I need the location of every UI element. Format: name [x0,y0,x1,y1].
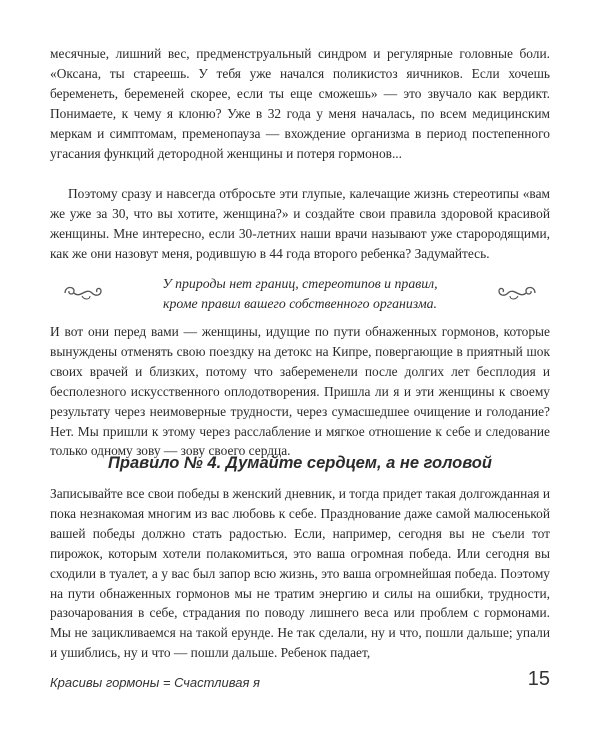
paragraph-2: Поэтому сразу и навсегда отбросьте эти глупые, калечащие жизнь стереотипы «вам же уже за 30, что вы хотите, женщина?» и создайте свои правила здоровой красивой женщины. Мне интересно, если 30-летних наши врачи называют уже старородящими, как же они назовут меня, родившую в 44 года второго ребенка? Задумайтесь. [50,186,550,261]
page-number: 15 [527,668,550,690]
paragraph-4: Записывайте все свои победы в женский дневник, и тогда придет такая долгожданная и пока незнакомая многим из вас любовь к себе. Празднование даже самой малюсенькой вашей победы должно стать радостью. Если, например, сегодня вы не съели тот пирожок, которым хотели полакомиться, это ваша огромная победа. Или сегодня вы сходили в туалет, а у вас был запор всю жизнь, это ваша огромнейшая победа. Поэтому на пути обнаженных гормонов мы не тратим энергию и силы на ошибки, трудности, разочарования в себе, страдания по поводу лишнего веса или проблем с гормонами. Мы не зацикливаемся на такой ерунде. Не так сделали, ну и что, пошли дальше; упали и ушиблись, ну и что — пошли дальше. Ребенок падает, [50,486,550,661]
swirl-ornament-left-icon [62,282,104,304]
paragraph-3: И вот они перед вами — женщины, идущие по пути обнаженных гормонов, которые вынуждены отменять свою поездку на детокс на Кипре, повергающие в приятный шок своих врачей и близких, потому что забеременели после долгих лет бесплодия и бесполезного искусственного оплодотворения. Пришла ли я и эти женщины к своему результату через неимоверные трудности, через сумасшедшее очищение и голодание? Нет. Мы пришли к этому через расслабление и мягкое отношение к себе и следование только одному зову — зову своего сердца. [50,324,550,459]
paragraph-1: месячные, лишний вес, предменструальный синдром и регулярные головные боли. «Оксана, ты стареешь. У тебя уже начался поликистоз яичников. Если хочешь беременеть, беременей скорее, если ты еще сможешь» — это звучало как вердикт. Понимаете, к чему я клоню? Уже в 32 года у меня началась, по всем медицинским меркам и симптомам, пременопауза — вхождение организма в период постепенного угасания функций детородной женщины и потеря гормонов... [50,46,550,161]
footer-book-title: Красивы гормоны = Счастливая я [50,675,260,690]
rule-heading: Правило № 4. Думайте сердцем, а не головой [108,454,492,472]
quote-line-2: кроме правил вашего собственного организма. [163,296,437,311]
quote-text [110,274,490,314]
quote-line-1: У природы нет границ, стереотипов и правил, [162,276,438,291]
pull-quote [50,268,550,316]
swirl-ornament-right-icon [496,282,538,304]
